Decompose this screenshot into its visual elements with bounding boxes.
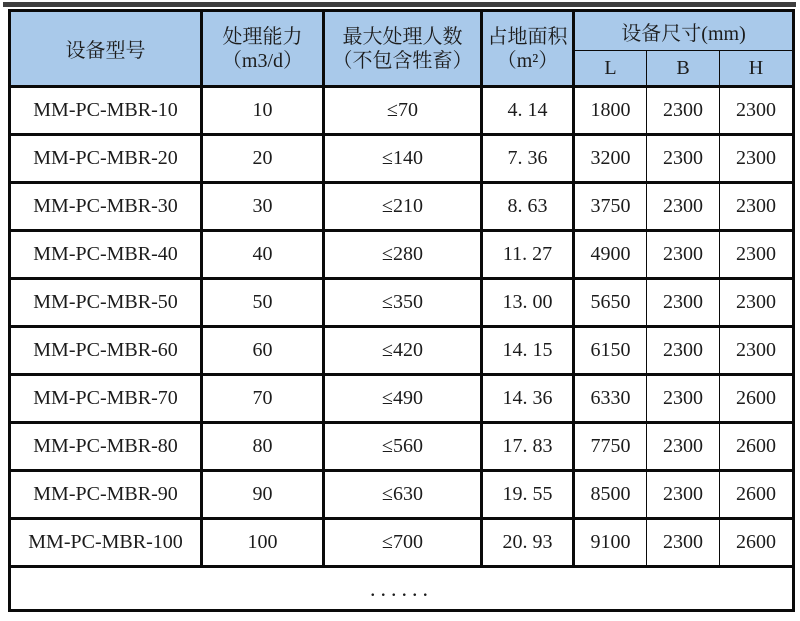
cell-capacity: 90 xyxy=(202,471,324,519)
col-header-area xyxy=(482,11,574,87)
ellipsis-more-rows: ...... xyxy=(10,567,794,611)
cell-people: ≤210 xyxy=(324,183,482,231)
cell-people: ≤280 xyxy=(324,231,482,279)
cell-people: ≤140 xyxy=(324,135,482,183)
cell-dim-b: 2300 xyxy=(647,375,720,423)
cell-people: ≤560 xyxy=(324,423,482,471)
table-row xyxy=(10,231,794,279)
cell-dim-h: 2300 xyxy=(720,231,794,279)
cell-dim-h: 2600 xyxy=(720,423,794,471)
cell-area: 8. 63 xyxy=(482,183,574,231)
cell-people: ≤490 xyxy=(324,375,482,423)
cell-dim-l: 9100 xyxy=(574,519,647,567)
cell-capacity: 40 xyxy=(202,231,324,279)
cell-model: MM-PC-MBR-20 xyxy=(10,135,202,183)
cell-dim-l: 3750 xyxy=(574,183,647,231)
cell-people: ≤420 xyxy=(324,327,482,375)
table-row xyxy=(10,183,794,231)
cell-capacity: 60 xyxy=(202,327,324,375)
cell-dim-h: 2600 xyxy=(720,471,794,519)
cell-capacity: 80 xyxy=(202,423,324,471)
cell-dim-h: 2300 xyxy=(720,135,794,183)
cell-model: MM-PC-MBR-50 xyxy=(10,279,202,327)
cell-people: ≤700 xyxy=(324,519,482,567)
cell-model: MM-PC-MBR-40 xyxy=(10,231,202,279)
cell-dim-h: 2600 xyxy=(720,375,794,423)
cell-dim-l: 6150 xyxy=(574,327,647,375)
cell-capacity: 100 xyxy=(202,519,324,567)
col-header-capacity xyxy=(202,11,324,87)
cell-dim-l: 6330 xyxy=(574,375,647,423)
col-header-model: 设备型号 xyxy=(10,11,202,87)
cell-area: 4. 14 xyxy=(482,87,574,135)
cell-area: 11. 27 xyxy=(482,231,574,279)
cell-capacity: 10 xyxy=(202,87,324,135)
cell-model: MM-PC-MBR-80 xyxy=(10,423,202,471)
col-header-area-line2: （m²） xyxy=(496,49,559,72)
cell-model: MM-PC-MBR-10 xyxy=(10,87,202,135)
cell-dim-l: 7750 xyxy=(574,423,647,471)
cell-area: 14. 15 xyxy=(482,327,574,375)
col-header-people-line2: （不包含牲畜） xyxy=(332,49,473,72)
cell-area: 13. 00 xyxy=(482,279,574,327)
cell-dim-l: 1800 xyxy=(574,87,647,135)
cell-area: 20. 93 xyxy=(482,519,574,567)
cell-area: 17. 83 xyxy=(482,423,574,471)
table-row xyxy=(10,135,794,183)
cell-model: MM-PC-MBR-100 xyxy=(10,519,202,567)
cell-dim-l: 8500 xyxy=(574,471,647,519)
cell-capacity: 30 xyxy=(202,183,324,231)
cell-capacity: 20 xyxy=(202,135,324,183)
cell-capacity: 70 xyxy=(202,375,324,423)
table-row xyxy=(10,87,794,135)
cell-dim-l: 4900 xyxy=(574,231,647,279)
cell-dim-l: 3200 xyxy=(574,135,647,183)
cell-dim-h: 2600 xyxy=(720,519,794,567)
table-row xyxy=(10,423,794,471)
table-row xyxy=(10,279,794,327)
col-header-dim-l: L xyxy=(574,51,647,87)
cell-model: MM-PC-MBR-60 xyxy=(10,327,202,375)
col-header-dim-h: H xyxy=(720,51,794,87)
cell-dim-h: 2300 xyxy=(720,183,794,231)
col-header-people xyxy=(324,11,482,87)
cell-dim-h: 2300 xyxy=(720,87,794,135)
table-row xyxy=(10,519,794,567)
equipment-spec-table xyxy=(8,9,795,612)
cell-dim-l: 5650 xyxy=(574,279,647,327)
col-header-dim-b: B xyxy=(647,51,720,87)
top-divider-rule xyxy=(3,2,796,7)
cell-area: 19. 55 xyxy=(482,471,574,519)
cell-people: ≤350 xyxy=(324,279,482,327)
cell-dim-h: 2300 xyxy=(720,327,794,375)
cell-model: MM-PC-MBR-70 xyxy=(10,375,202,423)
cell-model: MM-PC-MBR-30 xyxy=(10,183,202,231)
cell-area: 7. 36 xyxy=(482,135,574,183)
col-header-area-line1: 占地面积 xyxy=(487,25,568,48)
cell-capacity: 50 xyxy=(202,279,324,327)
cell-dim-b: 2300 xyxy=(647,135,720,183)
table-row xyxy=(10,375,794,423)
col-header-capacity-line2: （m3/d） xyxy=(221,49,304,72)
cell-people: ≤630 xyxy=(324,471,482,519)
col-header-people-line1: 最大处理人数 xyxy=(342,25,463,48)
cell-dim-b: 2300 xyxy=(647,231,720,279)
col-header-dimensions: 设备尺寸(mm) xyxy=(574,11,794,51)
cell-people: ≤70 xyxy=(324,87,482,135)
cell-area: 14. 36 xyxy=(482,375,574,423)
table-row xyxy=(10,471,794,519)
table-row-more xyxy=(10,567,794,611)
cell-dim-b: 2300 xyxy=(647,327,720,375)
table-row xyxy=(10,327,794,375)
col-header-capacity-line1: 处理能力 xyxy=(222,25,303,48)
cell-dim-b: 2300 xyxy=(647,87,720,135)
cell-dim-b: 2300 xyxy=(647,183,720,231)
cell-dim-h: 2300 xyxy=(720,279,794,327)
cell-dim-b: 2300 xyxy=(647,423,720,471)
cell-dim-b: 2300 xyxy=(647,471,720,519)
cell-dim-b: 2300 xyxy=(647,279,720,327)
cell-model: MM-PC-MBR-90 xyxy=(10,471,202,519)
cell-dim-b: 2300 xyxy=(647,519,720,567)
